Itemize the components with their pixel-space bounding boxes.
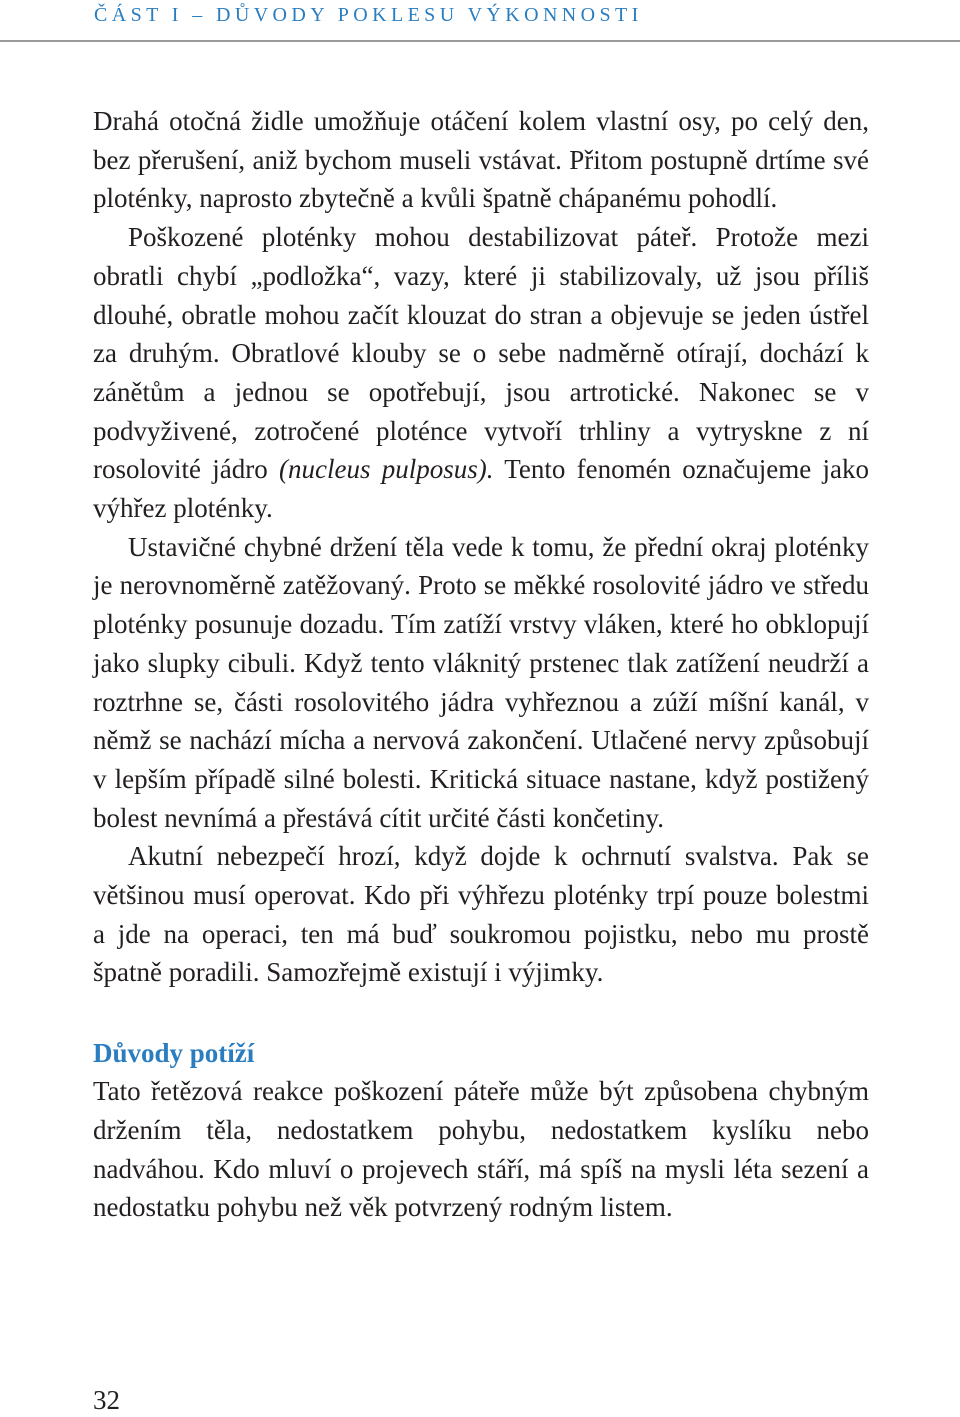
paragraph-2-text-start: Poškozené ploténky mohou destabilizovat páteř. Protože mezi obratli chybí „podložka“, vazy, které ji stabilizovaly, už jsou příliš dlouhé, obratle mohou začít klouzat do stran a objevuje se jeden ústřel za druhým. Obratlové klouby se o sebe nadměrně otírají, dochází k zánětům a jednou se opotřebují, jsou artrotické. Nakonec se v podvyživené, zotročené ploténce vytvoří trhliny a vytryskne z ní rosolovité jádro [93, 222, 869, 485]
paragraph-2-text-end: Tento fenomén označujeme jako výhřez ploténky. [93, 454, 869, 524]
body-paragraph-3: Ustavičné chybné držení těla vede k tomu, že přední okraj ploténky je nerovnoměrně zatěžovaný. Proto se měkké rosolovité jádro ve středu ploténky posunuje dozadu. Tím zatíží vrstvy vláken, které ho obklopují jako slupky cibuli. Když tento vláknitý prstenec tlak zatížení neudrží a roztrhne se, části rosolovitého jádra vyhřeznou a zúží míšní kanál, v němž se nachází mícha a nervová zakončení. Utlačené nervy způsobují v lepším případě silné bolesti. Kritická situace nastane, když postižený bolest nevnímá a přestává cítit určité části končetiny. [93, 531, 869, 833]
section-paragraph-1: Tato řetězová reakce poškození páteře může být způsobena chybným držením těla, nedostatkem pohybu, nedostatkem kyslíku nebo nadváhou. Kdo mluví o projevech stáří, má spíš na mysli léta sezení a nedostatku pohybu než věk potvrzený rodným listem. [93, 1076, 869, 1223]
running-head: ČÁST I – DŮVODY POKLESU VÝKONNOSTI [94, 4, 643, 26]
header-rule [0, 40, 960, 42]
section-heading: Důvody potíží [93, 1038, 255, 1069]
page-content [93, 102, 869, 1227]
body-paragraph-4: Akutní nebezpečí hrozí, když dojde k ochrnutí svalstva. Pak se většinou musí operovat. Kdo při výhřezu ploténky trpí pouze bolestmi a jde na operaci, ten má buď soukromou pojistku, nebo mu prostě špatně poradili. Samozřejmě existují i výjimky. [93, 841, 869, 988]
page-number: 32 [93, 1385, 120, 1415]
body-paragraph-1: Drahá otočná židle umožňuje otáčení kolem vlastní osy, po celý den, bez přerušení, aniž bychom museli vstávat. Přitom postupně drtíme své ploténky, naprosto zbytečně a kvůli špatně chápanému pohodlí. [93, 106, 869, 214]
body-paragraph-2 [93, 218, 869, 528]
latin-term: (nucleus pulposus). [278, 454, 494, 485]
